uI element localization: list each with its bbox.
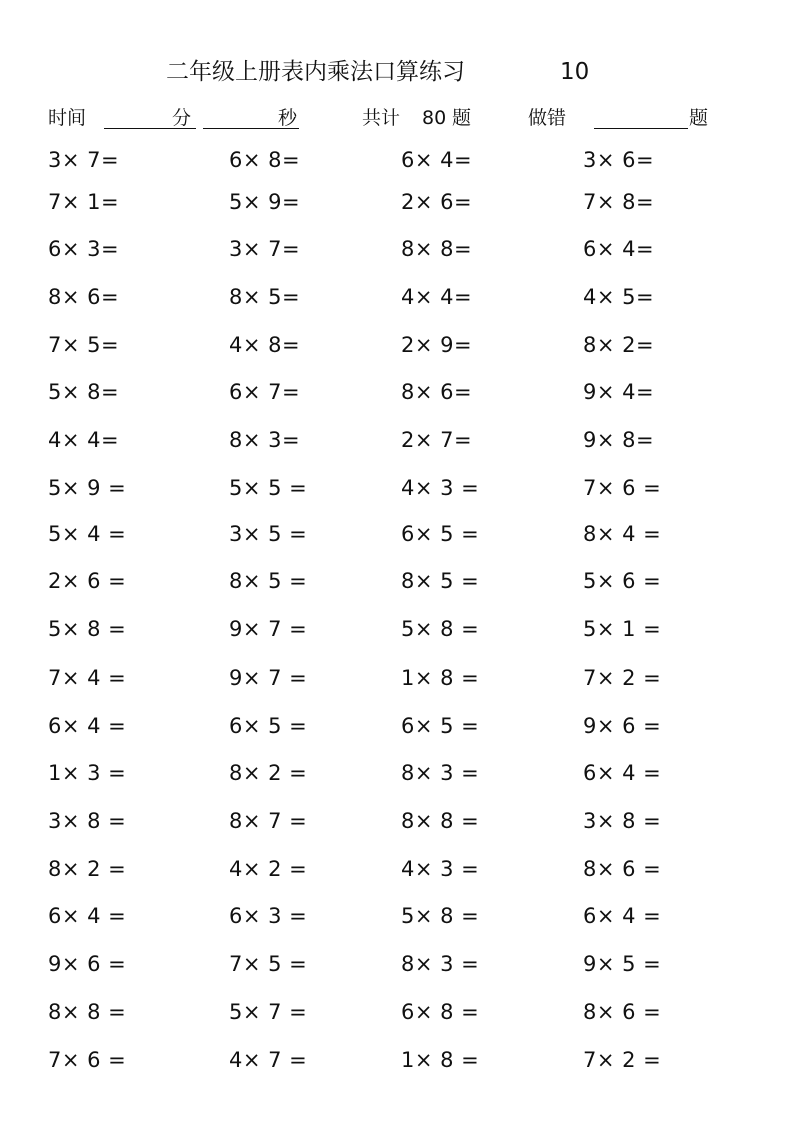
math-problem: 5× 5 = bbox=[229, 476, 308, 500]
math-problem: 8× 2 = bbox=[229, 761, 308, 785]
math-problem: 4× 4= bbox=[48, 428, 120, 452]
math-problem: 7× 5 = bbox=[229, 952, 308, 976]
worksheet-header bbox=[0, 103, 800, 133]
math-problem: 9× 4= bbox=[583, 380, 655, 404]
math-problem: 5× 9= bbox=[229, 190, 301, 214]
time-label: 时间 bbox=[48, 107, 87, 129]
math-problem: 8× 8 = bbox=[401, 809, 480, 833]
math-problem: 1× 8 = bbox=[401, 666, 480, 690]
math-problem: 4× 3 = bbox=[401, 476, 480, 500]
math-problem: 8× 4 = bbox=[583, 522, 662, 546]
math-problem: 6× 4= bbox=[583, 237, 655, 261]
math-problem: 6× 3= bbox=[48, 237, 120, 261]
math-problem: 5× 8 = bbox=[48, 617, 127, 641]
math-problem: 5× 8= bbox=[48, 380, 120, 404]
math-problem: 9× 6 = bbox=[48, 952, 127, 976]
math-problem: 4× 5= bbox=[583, 285, 655, 309]
worksheet-title bbox=[0, 56, 800, 88]
math-problem: 8× 7 = bbox=[229, 809, 308, 833]
math-problem: 6× 4 = bbox=[48, 714, 127, 738]
math-problem: 5× 1 = bbox=[583, 617, 662, 641]
math-problem: 6× 4 = bbox=[583, 761, 662, 785]
math-problem: 4× 3 = bbox=[401, 857, 480, 881]
math-problem: 6× 3 = bbox=[229, 904, 308, 928]
wrong-label: 做错 bbox=[528, 107, 567, 129]
math-problem: 2× 6 = bbox=[48, 569, 127, 593]
math-problem: 7× 6 = bbox=[48, 1048, 127, 1072]
math-problem: 6× 4 = bbox=[48, 904, 127, 928]
math-problem: 6× 7= bbox=[229, 380, 301, 404]
math-problem: 6× 4= bbox=[401, 148, 473, 172]
math-problem: 3× 5 = bbox=[229, 522, 308, 546]
math-problem: 8× 8= bbox=[401, 237, 473, 261]
math-problem: 7× 2 = bbox=[583, 666, 662, 690]
math-problem: 7× 1= bbox=[48, 190, 120, 214]
math-problem: 8× 2 = bbox=[48, 857, 127, 881]
math-problem: 1× 8 = bbox=[401, 1048, 480, 1072]
math-problem: 3× 6= bbox=[583, 148, 655, 172]
math-problem: 8× 6 = bbox=[583, 857, 662, 881]
math-problem: 8× 5 = bbox=[229, 569, 308, 593]
math-problem: 6× 8 = bbox=[401, 1000, 480, 1024]
math-problem: 8× 6= bbox=[401, 380, 473, 404]
math-problem: 8× 3 = bbox=[401, 761, 480, 785]
math-problem: 3× 8 = bbox=[583, 809, 662, 833]
math-problem: 8× 5= bbox=[229, 285, 301, 309]
math-problem: 8× 3= bbox=[229, 428, 301, 452]
math-problem: 6× 5 = bbox=[229, 714, 308, 738]
math-problem: 8× 3 = bbox=[401, 952, 480, 976]
math-problem: 6× 4 = bbox=[583, 904, 662, 928]
worksheet-title-text: 二年级上册表内乘法口算练习 bbox=[166, 59, 465, 85]
math-problem: 7× 2 = bbox=[583, 1048, 662, 1072]
math-problem: 8× 2= bbox=[583, 333, 655, 357]
math-problem: 7× 8= bbox=[583, 190, 655, 214]
math-problem: 6× 5 = bbox=[401, 522, 480, 546]
math-problem: 4× 2 = bbox=[229, 857, 308, 881]
math-problem: 8× 6= bbox=[48, 285, 120, 309]
math-problem: 3× 8 = bbox=[48, 809, 127, 833]
math-problem: 2× 6= bbox=[401, 190, 473, 214]
math-problem: 4× 8= bbox=[229, 333, 301, 357]
math-problem: 7× 5= bbox=[48, 333, 120, 357]
seconds-label: 秒 bbox=[278, 107, 298, 129]
math-problem: 9× 5 = bbox=[583, 952, 662, 976]
math-problem: 6× 8= bbox=[229, 148, 301, 172]
math-problem: 4× 4= bbox=[401, 285, 473, 309]
math-problem: 9× 6 = bbox=[583, 714, 662, 738]
math-problem: 5× 6 = bbox=[583, 569, 662, 593]
math-problem: 3× 7= bbox=[229, 237, 301, 261]
math-problem: 7× 6 = bbox=[583, 476, 662, 500]
math-problem: 8× 5 = bbox=[401, 569, 480, 593]
math-problem: 9× 7 = bbox=[229, 617, 308, 641]
math-problem: 5× 8 = bbox=[401, 904, 480, 928]
total-count: 80 bbox=[422, 107, 447, 129]
minutes-label: 分 bbox=[172, 107, 192, 129]
math-problem: 7× 4 = bbox=[48, 666, 127, 690]
math-problem: 5× 9 = bbox=[48, 476, 127, 500]
math-problem: 2× 7= bbox=[401, 428, 473, 452]
math-problem: 4× 7 = bbox=[229, 1048, 308, 1072]
math-problem: 8× 8 = bbox=[48, 1000, 127, 1024]
wrong-count-blank[interactable] bbox=[594, 128, 688, 129]
wrong-unit: 题 bbox=[689, 107, 709, 129]
math-problem: 5× 7 = bbox=[229, 1000, 308, 1024]
math-problem: 8× 6 = bbox=[583, 1000, 662, 1024]
total-label: 共计 bbox=[362, 107, 401, 129]
total-unit: 题 bbox=[452, 107, 472, 129]
worksheet-number: 10 bbox=[560, 59, 590, 85]
math-problem: 5× 4 = bbox=[48, 522, 127, 546]
math-problem: 2× 9= bbox=[401, 333, 473, 357]
math-problem: 3× 7= bbox=[48, 148, 120, 172]
math-problem: 5× 8 = bbox=[401, 617, 480, 641]
math-problem: 6× 5 = bbox=[401, 714, 480, 738]
math-problem: 9× 7 = bbox=[229, 666, 308, 690]
math-problem: 1× 3 = bbox=[48, 761, 127, 785]
math-problem: 9× 8= bbox=[583, 428, 655, 452]
